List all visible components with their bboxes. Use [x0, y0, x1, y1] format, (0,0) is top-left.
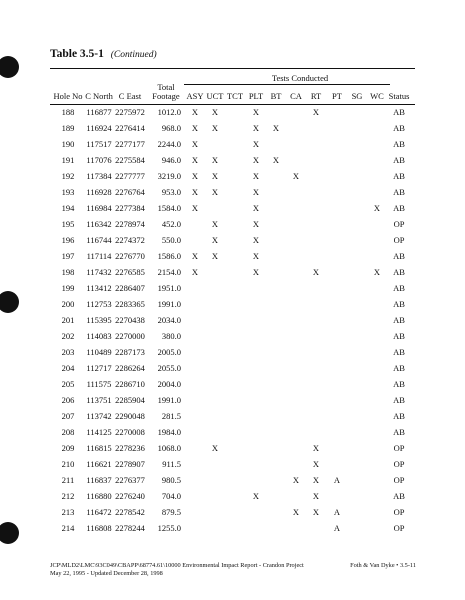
footage-cell: 1991.0 — [157, 395, 181, 405]
c-north-cell: 113742 — [86, 411, 112, 421]
footage-cell: 1991.0 — [157, 299, 181, 309]
status-cell: OP — [393, 475, 405, 485]
hole-no-cell: 200 — [61, 299, 75, 309]
test-mark-plt: X — [252, 155, 260, 165]
test-mark-plt: X — [252, 267, 260, 277]
status-cell: AB — [393, 155, 405, 165]
test-mark-bt: X — [272, 123, 280, 133]
test-mark-rt: X — [312, 459, 320, 469]
header-status: Status — [388, 91, 410, 101]
status-cell: OP — [393, 523, 405, 533]
test-mark-plt: X — [252, 235, 260, 245]
footage-cell: 953.0 — [161, 187, 181, 197]
c-east-cell: 2283365 — [115, 299, 145, 309]
header-test-bt: BT — [270, 91, 282, 101]
status-cell: AB — [393, 315, 405, 325]
status-cell: OP — [393, 443, 405, 453]
test-mark-plt: X — [252, 187, 260, 197]
c-north-cell: 117517 — [86, 139, 112, 149]
c-east-cell: 2276770 — [115, 251, 145, 261]
hole-no-cell: 214 — [61, 523, 75, 533]
c-north-cell: 113412 — [86, 283, 112, 293]
c-east-cell: 2276240 — [115, 491, 145, 501]
c-east-cell: 2277384 — [115, 203, 145, 213]
test-mark-plt: X — [252, 251, 260, 261]
hole-no-cell: 190 — [61, 139, 75, 149]
hole-no-cell: 195 — [61, 219, 75, 229]
group-header-rule — [184, 84, 390, 85]
c-east-cell: 2286264 — [115, 363, 145, 373]
table-number: Table 3.5-1 — [50, 48, 104, 60]
test-mark-rt: X — [312, 491, 320, 501]
hole-no-cell: 198 — [61, 267, 75, 277]
test-mark-uct: X — [211, 235, 219, 245]
status-cell: AB — [393, 283, 405, 293]
c-east-cell: 2278974 — [115, 219, 145, 229]
test-mark-pt: A — [333, 507, 341, 517]
test-mark-ca: X — [292, 171, 300, 181]
footage-cell: 2005.0 — [157, 347, 181, 357]
c-east-cell: 2276377 — [115, 475, 145, 485]
test-mark-asy: X — [191, 251, 199, 261]
header-total: Total — [157, 82, 175, 92]
footage-cell: 281.5 — [161, 411, 181, 421]
table-top-rule — [50, 68, 415, 69]
hole-no-cell: 213 — [61, 507, 75, 517]
footage-cell: 1586.0 — [157, 251, 181, 261]
c-east-cell: 2286407 — [115, 283, 145, 293]
c-east-cell: 2285904 — [115, 395, 145, 405]
hole-no-cell: 196 — [61, 235, 75, 245]
c-north-cell: 116621 — [86, 459, 112, 469]
c-east-cell: 2270008 — [115, 427, 145, 437]
footage-cell: 2055.0 — [157, 363, 181, 373]
test-mark-plt: X — [252, 107, 260, 117]
header-test-pt: PT — [332, 91, 342, 101]
header-test-uct: UCT — [206, 91, 224, 101]
c-east-cell: 2278244 — [115, 523, 145, 533]
hole-no-cell: 209 — [61, 443, 75, 453]
test-mark-ca: X — [292, 507, 300, 517]
c-east-cell: 2278907 — [115, 459, 145, 469]
hole-no-cell: 202 — [61, 331, 75, 341]
c-north-cell: 116815 — [86, 443, 112, 453]
status-cell: AB — [393, 251, 405, 261]
binder-hole-top — [0, 56, 19, 78]
hole-no-cell: 199 — [61, 283, 75, 293]
status-cell: AB — [393, 363, 405, 373]
header-test-plt: PLT — [248, 91, 264, 101]
hole-no-cell: 208 — [61, 427, 75, 437]
status-cell: AB — [393, 187, 405, 197]
test-mark-uct: X — [211, 443, 219, 453]
footage-cell: 2034.0 — [157, 315, 181, 325]
header-c-north: C North — [85, 91, 113, 101]
footer-dates: May 22, 1995 - Updated December 28, 1998 — [50, 570, 163, 577]
table-title — [50, 48, 157, 60]
c-north-cell: 113751 — [86, 395, 112, 405]
test-mark-uct: X — [211, 251, 219, 261]
c-east-cell: 2276764 — [115, 187, 145, 197]
hole-no-cell: 189 — [61, 123, 75, 133]
c-north-cell: 117432 — [86, 267, 112, 277]
c-east-cell: 2290048 — [115, 411, 145, 421]
header-test-sg: SG — [351, 91, 363, 101]
test-mark-asy: X — [191, 139, 199, 149]
c-east-cell: 2275584 — [115, 155, 145, 165]
c-north-cell: 116342 — [86, 219, 112, 229]
header-test-asy: ASY — [186, 91, 204, 101]
test-mark-bt: X — [272, 155, 280, 165]
hole-no-cell: 194 — [61, 203, 75, 213]
test-mark-plt: X — [252, 171, 260, 181]
footage-cell: 1951.0 — [157, 283, 181, 293]
header-hole-no: Hole No — [53, 91, 83, 101]
c-north-cell: 117384 — [86, 171, 112, 181]
hole-no-cell: 192 — [61, 171, 75, 181]
footage-cell: 879.5 — [161, 507, 181, 517]
c-east-cell: 2275972 — [115, 107, 145, 117]
hole-no-cell: 211 — [61, 475, 75, 485]
hole-no-cell: 206 — [61, 395, 75, 405]
footage-cell: 968.0 — [161, 123, 181, 133]
c-north-cell: 111575 — [86, 379, 112, 389]
hole-no-cell: 201 — [61, 315, 75, 325]
footage-cell: 3219.0 — [157, 171, 181, 181]
test-mark-pt: A — [333, 475, 341, 485]
test-mark-plt: X — [252, 491, 260, 501]
status-cell: OP — [393, 459, 405, 469]
footage-cell: 2244.0 — [157, 139, 181, 149]
footage-cell: 1012.0 — [157, 107, 181, 117]
status-cell: AB — [393, 491, 405, 501]
header-footage: Footage — [152, 91, 180, 101]
test-mark-pt: A — [333, 523, 341, 533]
footer-company-page: Foth & Van Dyke • 3.5-11 — [350, 562, 416, 569]
header-bottom-rule — [50, 104, 415, 105]
test-mark-rt: X — [312, 267, 320, 277]
test-mark-asy: X — [191, 187, 199, 197]
footer-path: JCP\MLD2\LMC\93C049\CBAPP\68774.61\10000 Environmental Impact Report - Crandon Project — [50, 562, 304, 569]
header-c-east: C East — [118, 91, 142, 101]
test-mark-asy: X — [191, 267, 199, 277]
hole-no-cell: 188 — [61, 107, 75, 117]
test-mark-uct: X — [211, 107, 219, 117]
c-north-cell: 116744 — [86, 235, 112, 245]
c-east-cell: 2278542 — [115, 507, 145, 517]
status-cell: AB — [393, 267, 405, 277]
hole-no-cell: 204 — [61, 363, 75, 373]
footage-cell: 2004.0 — [157, 379, 181, 389]
hole-no-cell: 212 — [61, 491, 75, 501]
c-north-cell: 117076 — [86, 155, 112, 165]
footage-cell: 452.0 — [161, 219, 181, 229]
c-north-cell: 112717 — [86, 363, 112, 373]
status-cell: AB — [393, 331, 405, 341]
c-east-cell: 2270438 — [115, 315, 145, 325]
header-test-wc: WC — [370, 91, 384, 101]
status-cell: AB — [393, 107, 405, 117]
c-north-cell: 116880 — [86, 491, 112, 501]
test-mark-asy: X — [191, 203, 199, 213]
c-north-cell: 116928 — [86, 187, 112, 197]
test-mark-rt: X — [312, 475, 320, 485]
c-north-cell: 110489 — [86, 347, 112, 357]
hole-no-cell: 191 — [61, 155, 75, 165]
hole-no-cell: 193 — [61, 187, 75, 197]
hole-no-cell: 205 — [61, 379, 75, 389]
c-north-cell: 116877 — [86, 107, 112, 117]
c-east-cell: 2278236 — [115, 443, 145, 453]
footage-cell: 1068.0 — [157, 443, 181, 453]
test-mark-uct: X — [211, 171, 219, 181]
c-north-cell: 114125 — [86, 427, 112, 437]
c-north-cell: 114083 — [86, 331, 112, 341]
hole-no-cell: 203 — [61, 347, 75, 357]
c-north-cell: 116472 — [86, 507, 112, 517]
c-north-cell: 116808 — [86, 523, 112, 533]
test-mark-plt: X — [252, 123, 260, 133]
status-cell: AB — [393, 347, 405, 357]
status-cell: AB — [393, 139, 405, 149]
test-mark-rt: X — [312, 507, 320, 517]
status-cell: AB — [393, 411, 405, 421]
footage-cell: 2154.0 — [157, 267, 181, 277]
c-east-cell: 2276585 — [115, 267, 145, 277]
test-mark-asy: X — [191, 123, 199, 133]
status-cell: AB — [393, 427, 405, 437]
status-cell: OP — [393, 507, 405, 517]
test-mark-uct: X — [211, 123, 219, 133]
test-mark-plt: X — [252, 203, 260, 213]
c-north-cell: 117114 — [86, 251, 112, 261]
footage-cell: 704.0 — [161, 491, 181, 501]
c-east-cell: 2286710 — [115, 379, 145, 389]
test-mark-uct: X — [211, 155, 219, 165]
footage-cell: 1255.0 — [157, 523, 181, 533]
c-north-cell: 116837 — [86, 475, 112, 485]
hole-no-cell: 210 — [61, 459, 75, 469]
c-north-cell: 115395 — [86, 315, 112, 325]
c-east-cell: 2270000 — [115, 331, 145, 341]
status-cell: OP — [393, 235, 405, 245]
footage-cell: 1584.0 — [157, 203, 181, 213]
c-east-cell: 2287173 — [115, 347, 145, 357]
status-cell: AB — [393, 299, 405, 309]
footage-cell: 380.0 — [161, 331, 181, 341]
test-mark-asy: X — [191, 107, 199, 117]
c-north-cell: 112753 — [86, 299, 112, 309]
group-header-tests-conducted: Tests Conducted — [271, 73, 329, 83]
footage-cell: 550.0 — [161, 235, 181, 245]
test-mark-rt: X — [312, 443, 320, 453]
continued-label: (Continued) — [110, 50, 157, 60]
status-cell: AB — [393, 203, 405, 213]
c-east-cell: 2277777 — [115, 171, 145, 181]
status-cell: AB — [393, 123, 405, 133]
c-east-cell: 2277177 — [115, 139, 145, 149]
binder-hole-middle — [0, 291, 19, 313]
test-mark-uct: X — [211, 187, 219, 197]
test-mark-rt: X — [312, 107, 320, 117]
header-test-ca: CA — [290, 91, 302, 101]
footage-cell: 1984.0 — [157, 427, 181, 437]
c-north-cell: 116924 — [86, 123, 112, 133]
test-mark-wc: X — [373, 203, 381, 213]
test-mark-uct: X — [211, 219, 219, 229]
hole-no-cell: 207 — [61, 411, 75, 421]
test-mark-wc: X — [373, 267, 381, 277]
status-cell: AB — [393, 379, 405, 389]
footage-cell: 946.0 — [161, 155, 181, 165]
footage-cell: 911.5 — [162, 459, 181, 469]
test-mark-asy: X — [191, 171, 199, 181]
status-cell: AB — [393, 395, 405, 405]
c-east-cell: 2274372 — [115, 235, 145, 245]
binder-hole-bottom — [0, 522, 19, 544]
test-mark-plt: X — [252, 139, 260, 149]
header-test-tct: TCT — [226, 91, 244, 101]
c-north-cell: 116984 — [86, 203, 112, 213]
test-mark-asy: X — [191, 155, 199, 165]
hole-no-cell: 197 — [61, 251, 75, 261]
header-test-rt: RT — [310, 91, 322, 101]
test-mark-ca: X — [292, 475, 300, 485]
footage-cell: 980.5 — [161, 475, 181, 485]
test-mark-plt: X — [252, 219, 260, 229]
c-east-cell: 2276414 — [115, 123, 145, 133]
status-cell: AB — [393, 171, 405, 181]
status-cell: OP — [393, 219, 405, 229]
